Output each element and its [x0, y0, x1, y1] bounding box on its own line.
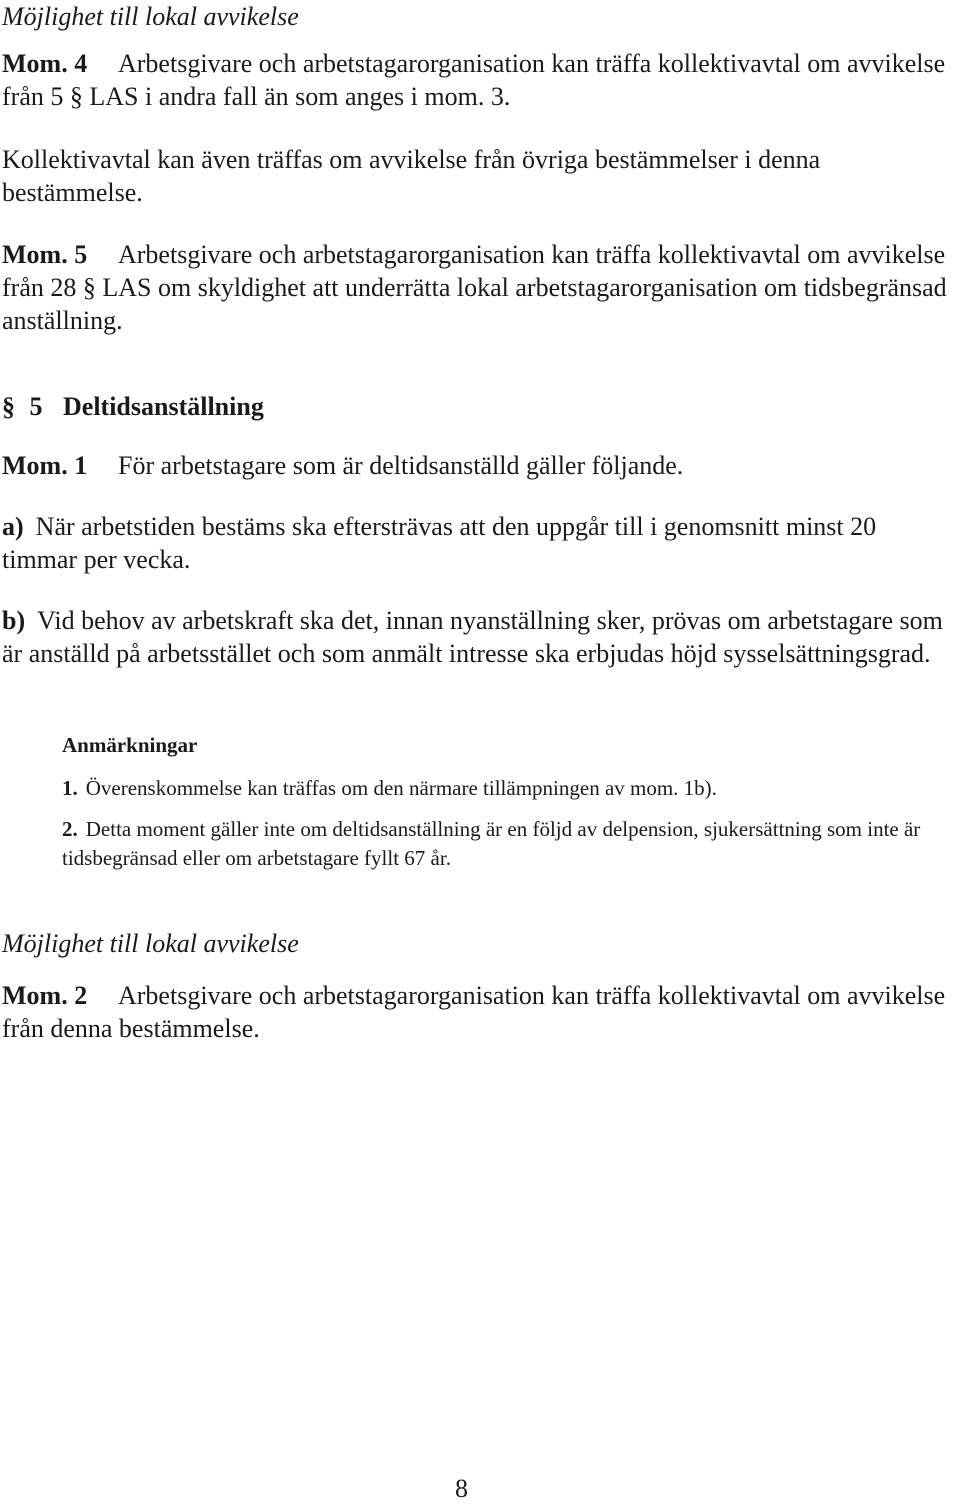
section-title: Deltidsanställning	[63, 392, 264, 421]
mom1-paragraph	[2, 449, 952, 482]
page-number: 8	[455, 1474, 468, 1503]
section-symbol: §	[2, 392, 15, 421]
note-item	[62, 815, 957, 873]
mom4-extra-paragraph: Kollektivavtal kan även träffas om avvikelse från övriga bestämmelser i denna bestämmelse.	[2, 145, 821, 207]
section-number: 5	[29, 392, 43, 421]
section5-heading	[2, 391, 264, 423]
local-deviation-heading: Möjlighet till lokal avvikelse	[2, 2, 299, 31]
item-b-label: b)	[2, 606, 26, 635]
mom5-label: Mom. 5	[2, 240, 88, 269]
mom4-label: Mom. 4	[2, 49, 88, 78]
notes-heading: Anmärkningar	[62, 733, 198, 757]
mom2-text: Arbetsgivare och arbetstagarorganisation kan träffa kollektivavtal om avvikelse från denna bestämmelse.	[2, 981, 946, 1043]
local-deviation-heading-2: Möjlighet till lokal avvikelse	[2, 929, 299, 958]
mom1-label: Mom. 1	[2, 451, 88, 480]
mom2-paragraph	[2, 979, 952, 1045]
mom4-paragraph	[2, 47, 952, 113]
mom4-text: Arbetsgivare och arbetstagarorganisation kan träffa kollektivavtal om avvikelse från 5 § LAS i andra fall än som anges i mom. 3.	[2, 49, 946, 111]
note-text: Detta moment gäller inte om deltidsanställning är en följd av delpension, sjukersättning som inte är tidsbegränsad eller om arbetstagare fyllt 67 år.	[62, 817, 921, 870]
note-item	[62, 774, 957, 803]
item-a-text: När arbetstiden bestäms ska eftersträvas att den uppgår till i genomsnitt minst 20 timmar per vecka.	[2, 512, 877, 574]
mom1-text: För arbetstagare som är deltidsanställd gäller följande.	[118, 451, 684, 480]
item-a-paragraph	[2, 510, 952, 576]
note-label: 1.	[62, 776, 78, 800]
item-b-text: Vid behov av arbetskraft ska det, innan nyanställning sker, prövas om arbetstagare som är anställd på arbetsstället och som anmält intresse ska erbjudas höjd sysselsättningsgrad.	[2, 606, 943, 668]
item-b-paragraph	[2, 604, 952, 670]
mom2-label: Mom. 2	[2, 981, 88, 1010]
item-a-label: a)	[2, 512, 24, 541]
mom5-text: Arbetsgivare och arbetstagarorganisation kan träffa kollektivavtal om avvikelse från 28 § LAS om skyldighet att underrätta lokal arbetstagarorganisation om tidsbegränsad anställning.	[2, 240, 947, 335]
mom5-paragraph	[2, 238, 952, 337]
note-label: 2.	[62, 817, 78, 841]
note-text: Överenskommelse kan träffas om den närmare tillämpningen av mom. 1b).	[85, 776, 717, 800]
